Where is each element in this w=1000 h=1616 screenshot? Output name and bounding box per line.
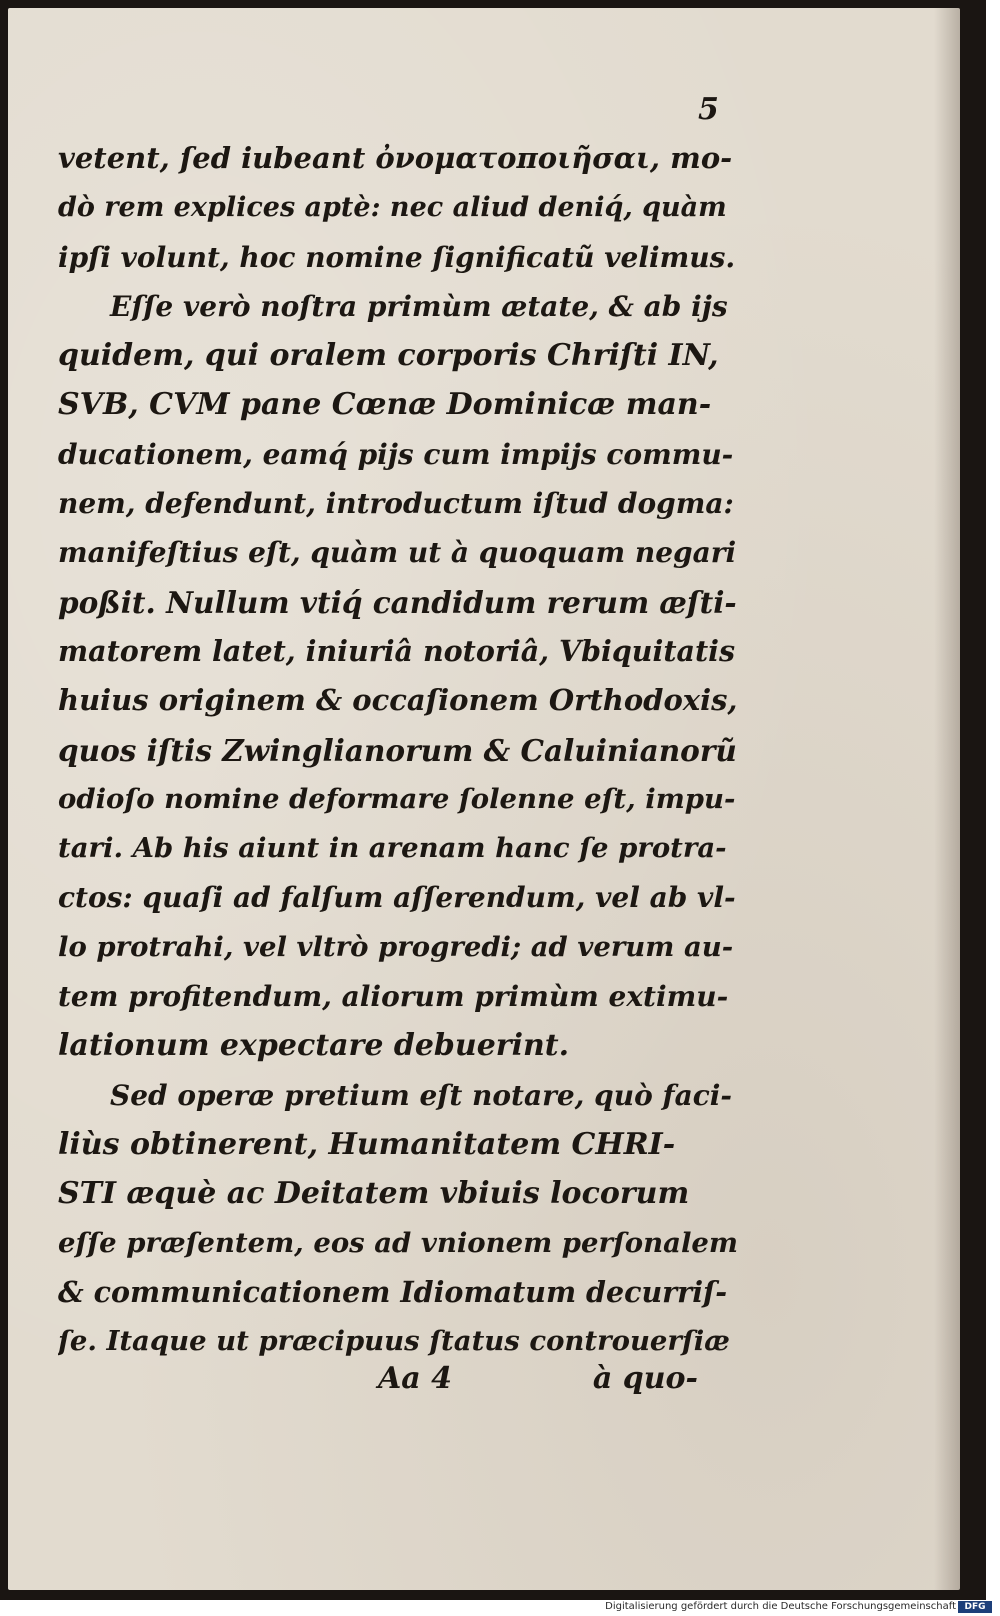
- text-line: tari. Ab his aiunt in arenam hanc ſe protra-: [58, 832, 727, 865]
- text-line: manifeſtius eſt, quàm ut à quoquam negari: [58, 536, 737, 570]
- text-line: lationum expectare debuerint.: [58, 1028, 570, 1064]
- text-line: odioſo nomine deformare ſolenne eſt, impu-: [58, 782, 736, 815]
- text-line: quidem, qui oralem corporis Chriſti IN,: [58, 338, 719, 374]
- book-page: [8, 8, 960, 1590]
- text-line: SVB, CVM pane Cœnæ Dominicæ man-: [58, 387, 712, 423]
- digitization-credit: Digitalisierung gefördert durch die Deutsche Forschungsgemeinschaft: [605, 1601, 956, 1612]
- text-line: eſſe præſentem, eos ad vnionem perſonalem: [58, 1226, 738, 1259]
- text-line: lo protrahi, vel vltrò progredi; ad verum au-: [58, 930, 734, 963]
- text-line: ducationem, eamq́ pijs cum impijs commu-: [58, 437, 734, 471]
- body-text: [58, 134, 738, 1366]
- text-line: poßit. Nullum vtiq́ candidum rerum æſti-: [58, 584, 737, 620]
- text-line: ſe. Itaque ut præcipuus ſtatus controuerſiæ: [58, 1325, 730, 1358]
- signature-mark: Aa 4: [378, 1361, 453, 1396]
- text-line: vetent, ſed iubeant ὀνοματοποιῆσαι, mo-: [58, 141, 733, 175]
- text-line: Eſſe verò noſtra primùm ætate, & ab ijs: [110, 289, 728, 323]
- text-line: ctos: quaſi ad falſum aſſerendum, vel ab vl-: [58, 881, 736, 915]
- bottom-catchline: [58, 1361, 738, 1411]
- text-line: ipſi volunt, hoc nomine ſignificatũ velimus.: [58, 240, 736, 274]
- text-line: nem, defendunt, introductum iſtud dogma:: [58, 487, 734, 521]
- page-number: 5: [698, 92, 719, 127]
- text-line: quos iſtis Zwinglianorum & Caluinianorũ: [58, 732, 737, 768]
- text-line: liùs obtinerent, Humanitatem CHRI-: [58, 1126, 676, 1162]
- dfg-logo: DFG: [958, 1601, 992, 1613]
- text-line: & communicationem Idiomatum decurriſ-: [58, 1274, 728, 1309]
- catchword: à quo-: [592, 1361, 698, 1396]
- text-line: STI æquè ac Deitatem vbiuis locorum: [58, 1176, 690, 1212]
- text-line: huius originem & occaſionem Orthodoxis,: [58, 683, 738, 718]
- text-line: matorem latet, iniuriâ notoriâ, Vbiquitatis: [58, 633, 736, 668]
- text-line: tem profitendum, aliorum primùm extimu-: [58, 980, 729, 1014]
- text-line: dò rem explices aptè: nec aliud deniq́, quàm: [58, 192, 727, 224]
- text-line: Sed operæ pretium eſt notare, quò faci-: [110, 1078, 733, 1112]
- page-gutter-shadow: [934, 8, 960, 1590]
